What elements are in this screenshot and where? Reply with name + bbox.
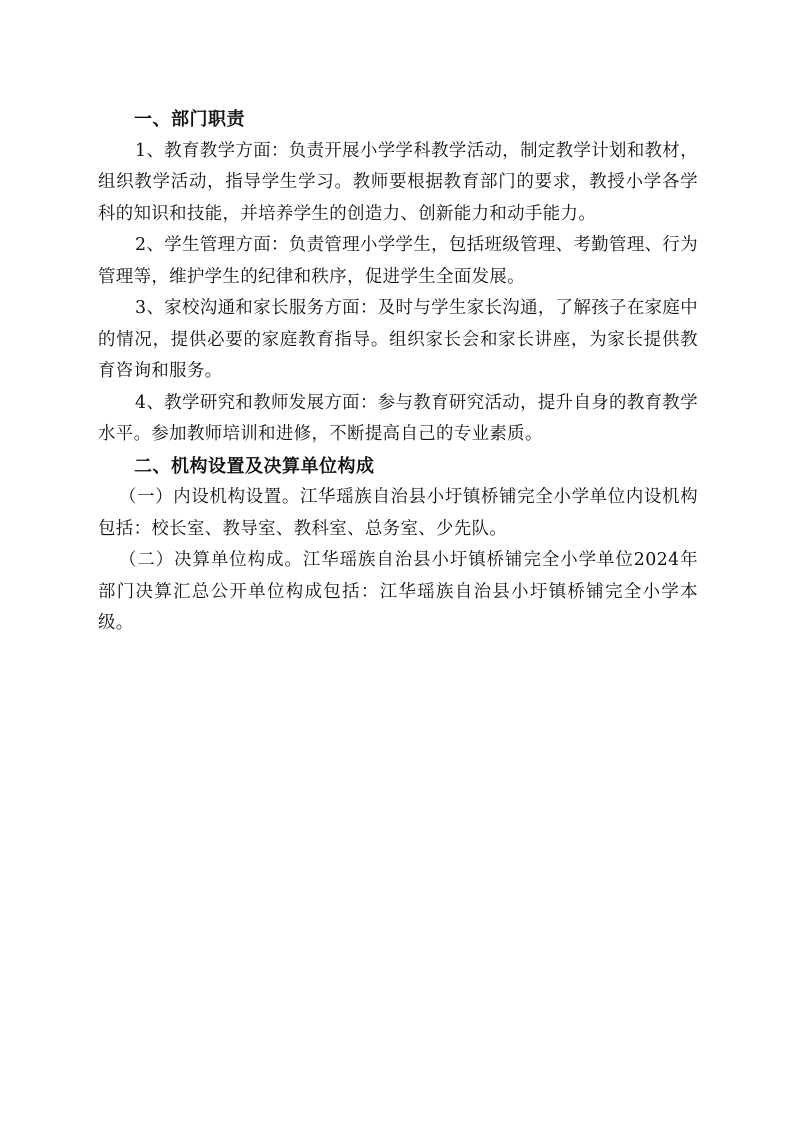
section-heading-department-duties: 一、部门职责: [134, 109, 245, 130]
paragraph-budget-units: （二）决算单位构成。江华瑶族自治县小圩镇桥铺完全小学单位2024年部门决算汇总公开单位构成包括：江华瑶族自治县小圩镇桥铺完全小学本级。: [98, 550, 698, 633]
paragraph-teaching: 1、教育教学方面：负责开展小学学科教学活动，制定教学计划和教材，组织教学活动，指导学生学习。教师要根据教育部门的要求，教授小学各学科的知识和技能，并培养学生的创造力、创新能力和动手能力。: [98, 140, 698, 224]
paragraph-internal-structure: （一）内设机构设置。江华瑶族自治县小圩镇桥铺完全小学单位内设机构包括：校长室、教导室、教科室、总务室、少先队。: [98, 487, 698, 539]
section-heading-organization: 二、机构设置及决算单位构成: [134, 455, 375, 477]
paragraph-research: 4、教学研究和教师发展方面：参与教育研究活动，提升自身的教育教学水平。参加教师培训和进修，不断提高自己的专业素质。: [98, 392, 698, 444]
paragraph-student-management: 2、学生管理方面：负责管理小学学生，包括班级管理、考勤管理、行为管理等，维护学生的纪律和秩序，促进学生全面发展。: [98, 235, 698, 287]
paragraph-home-school: 3、家校沟通和家长服务方面：及时与学生家长沟通，了解孩子在家庭中的情况，提供必要的家庭教育指导。组织家长会和家长讲座，为家长提供教育咨询和服务。: [98, 298, 698, 381]
document-content: [98, 104, 698, 640]
